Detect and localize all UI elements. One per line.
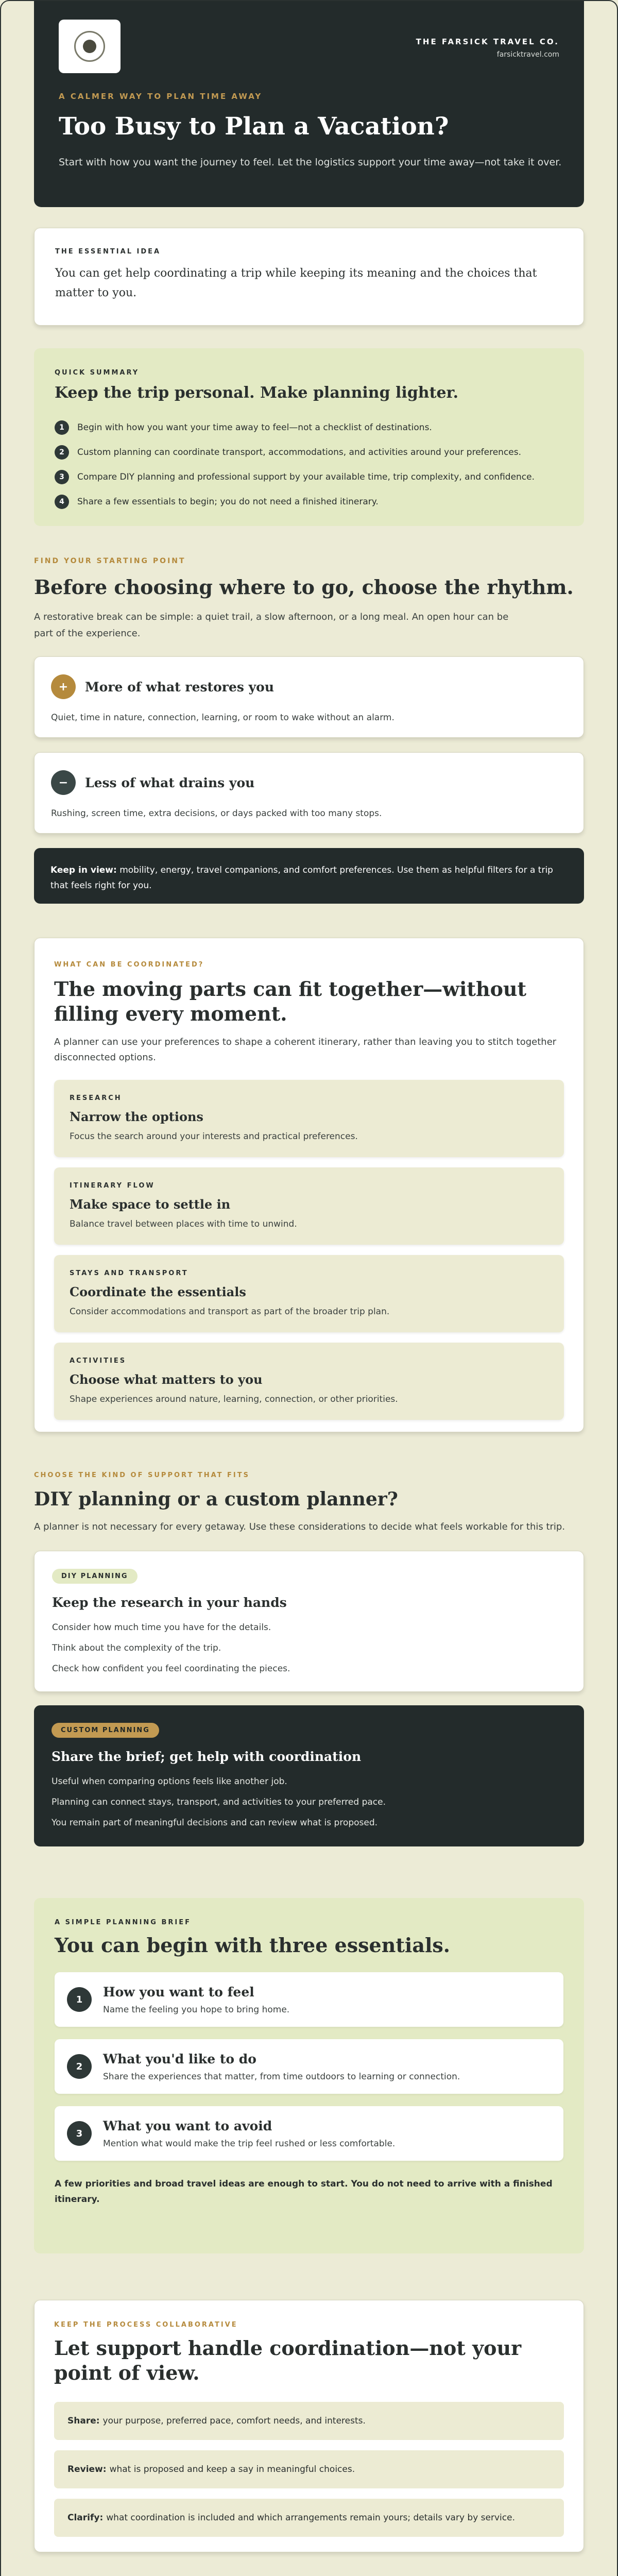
coord-title: The moving parts can fit together—without filling every moment. [54,977,527,1025]
tile-title: Choose what matters to you [70,1372,263,1387]
hero-lede: Start with how you want the journey to feel. Let the logistics support your time away—not take it over. [59,157,562,168]
collab-text: what is proposed and keep a say in meaningful choices. [109,2464,355,2475]
page-title: Too Busy to Plan a Vacation? [59,112,449,141]
tile-text: Focus the search around your interests and practical preferences. [70,1131,358,1142]
planning-brief [34,1898,584,2253]
coord-tile-stays [54,1255,564,1332]
tile-kicker: ACTIVITIES [70,1357,127,1365]
less-drains-card [34,752,584,834]
idea-kicker: THE ESSENTIAL IDEA [55,248,161,256]
custom-line: You remain part of meaningful decisions and can review what is proposed. [52,1818,378,1828]
brief-item-title: How you want to feel [103,1984,254,1999]
list-item [54,2450,564,2488]
list-item [55,2106,563,2161]
minus-icon: − [51,770,76,795]
brand-url[interactable]: farsicktravel.com [496,50,559,59]
summary-title: Keep the trip personal. Make planning lighter. [55,384,459,402]
step-number: 2 [67,2054,92,2079]
brief-kicker: A SIMPLE PLANNING BRIEF [55,1919,192,1926]
tile-kicker: ITINERARY FLOW [70,1182,155,1190]
summary-item-text: Begin with how you want your time away to feel—not a checklist of destinations. [77,422,432,433]
coord-tile-research [54,1080,564,1157]
tile-text: Consider accommodations and transport as part of the broader trip plan. [70,1307,390,1317]
diy-pill: DIY PLANNING [52,1569,138,1584]
collab-label: Share: [67,2416,100,2426]
brief-item-title: What you want to avoid [103,2118,272,2133]
summary-kicker: QUICK SUMMARY [55,369,140,377]
support-section [34,1471,584,1846]
quick-summary [34,348,584,526]
starting-point-section [34,557,584,904]
brand-name: THE FARSICK TRAVEL CO. [416,37,559,46]
less-title: Less of what drains you [85,775,255,790]
start-desc: A restorative break can be simple: a quiet trail, a slow afternoon, or a long meal. An open hour can be part of the experience. [34,612,509,639]
idea-text: You can get help coordinating a trip while keeping its meaning and the choices that matter to you. [55,267,537,299]
coord-desc: A planner can use your preferences to shape a coherent itinerary, rather than leaving you to stitch together disconnected options. [54,1037,557,1063]
summary-list [55,415,563,514]
list-item [55,465,563,489]
brief-note: A few priorities and broad travel ideas are enough to start. You do not need to arrive with a finished itinerary. [55,2179,553,2205]
tile-kicker: STAYS AND TRANSPORT [70,1269,188,1277]
brand-header [416,37,559,59]
list-item [54,2402,564,2440]
summary-item-text: Custom planning can coordinate transport, accommodations, and activities around your preferences. [77,447,522,457]
coord-tile-itinerary [54,1167,564,1245]
step-number: 1 [67,1987,92,2012]
coord-tiles [54,1080,564,1420]
list-item [55,415,563,440]
list-item [55,440,563,465]
keep-in-view-note [34,848,584,904]
brand-logo[interactable] [59,20,121,73]
list-item [55,489,563,514]
summary-item-text: Compare DIY planning and professional support by your available time, trip complexity, and confidence. [77,472,535,482]
compass-seal-icon [74,31,105,62]
page-content [1,1,617,2576]
collab-label: Review: [67,2464,107,2475]
brief-items [55,1972,563,2161]
keep-label: Keep in view: [50,865,117,875]
brief-title: You can begin with three essentials. [55,1934,451,1957]
collab-label: Clarify: [67,2513,104,2523]
collab-text: what coordination is included and which arrangements remain yours; details vary by service. [106,2513,515,2523]
tile-text: Shape experiences around nature, learning, connection, or other priorities. [70,1394,398,1404]
diy-planning-card [34,1551,584,1692]
brief-item-text: Share the experiences that matter, from time outdoors to learning or connection. [103,2071,460,2082]
step-number: 3 [55,470,69,484]
coord-kicker: WHAT CAN BE COORDINATED? [54,961,204,969]
more-restores-card [34,656,584,738]
brief-item-text: Name the feeling you hope to bring home. [103,2004,290,2015]
plus-icon: + [51,674,76,699]
keep-text: mobility, energy, travel companions, and comfort preferences. Use them as helpful filters for a trip that feels right for you. [50,865,553,891]
custom-title: Share the brief; get help with coordination [52,1749,362,1764]
diy-line: Consider how much time you have for the details. [52,1622,271,1633]
less-text: Rushing, screen time, extra decisions, or days packed with too many stops. [51,808,382,819]
coord-tile-activities [54,1343,564,1420]
tile-kicker: RESEARCH [70,1094,122,1102]
list-item [54,2499,564,2537]
collab-kicker: KEEP THE PROCESS COLLABORATIVE [54,2321,238,2329]
collab-title: Let support handle coordination—not your point of view. [54,2336,522,2384]
diy-line: Think about the complexity of the trip. [52,1643,221,1653]
hero-kicker: A CALMER WAY TO PLAN TIME AWAY [59,92,263,101]
collab-items [54,2402,564,2537]
more-text: Quiet, time in nature, connection, learning, or room to wake without an alarm. [51,713,394,723]
collaborative-card [34,2300,584,2552]
step-number: 3 [67,2121,92,2146]
hero [34,1,584,207]
list-item [55,2039,563,2094]
support-kicker: CHOOSE THE KIND OF SUPPORT THAT FITS [34,1471,250,1479]
collab-text: your purpose, preferred pace, comfort needs, and interests. [102,2416,366,2426]
custom-pill: CUSTOM PLANNING [52,1723,159,1738]
summary-item-text: Share a few essentials to begin; you do not need a finished itinerary. [77,497,379,507]
start-kicker: FIND YOUR STARTING POINT [34,557,186,565]
custom-line: Planning can connect stays, transport, and activities to your preferred pace. [52,1797,386,1807]
more-title: More of what restores you [85,679,274,694]
step-number: 4 [55,495,69,509]
list-item [55,1972,563,2027]
coordination-card [34,938,584,1432]
tile-title: Make space to settle in [70,1197,231,1212]
brief-item-title: What you'd like to do [103,2051,256,2066]
custom-line: Useful when comparing options feels like another job. [52,1776,287,1787]
step-number: 1 [55,420,69,435]
start-title: Before choosing where to go, choose the rhythm. [34,575,574,599]
diy-line: Check how confident you feel coordinating the pieces. [52,1664,290,1674]
brief-item-text: Mention what would make the trip feel rushed or less comfortable. [103,2138,396,2149]
step-number: 2 [55,445,69,460]
diy-title: Keep the research in your hands [52,1595,287,1610]
tile-title: Coordinate the essentials [70,1284,246,1299]
custom-planning-card [34,1705,584,1846]
support-desc: A planner is not necessary for every getaway. Use these considerations to decide what feels workable for this trip. [34,1521,565,1532]
tile-text: Balance travel between places with time to unwind. [70,1219,297,1229]
tile-title: Narrow the options [70,1109,203,1124]
support-title: DIY planning or a custom planner? [34,1488,398,1510]
essential-idea-card [34,228,584,326]
